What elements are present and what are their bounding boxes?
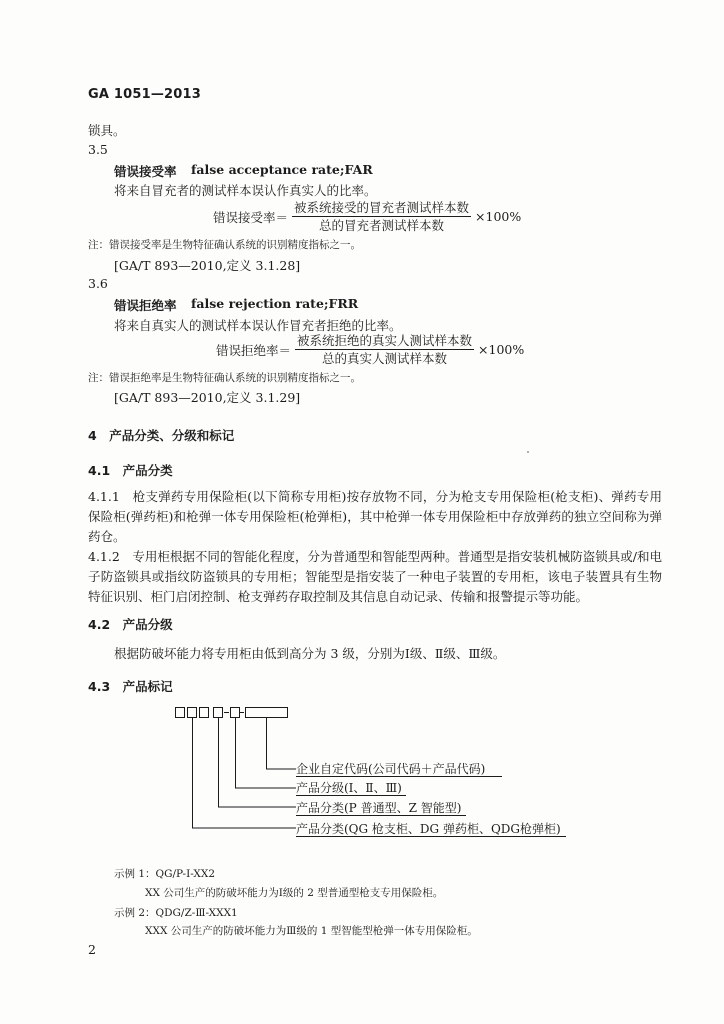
- paragraph-4-1-2: 4.1.2 专用柜根据不同的智能化程度，分为普通型和智能型两种。普通型是指安装机械防盗锁具或/和电子防盗锁具或指纹防盗锁具的专用柜；智能型是指安装了一种电子装置的专用柜，该电子装置具有生物特征识别、柜门启闭控制、枪支弹药存取控制及其信息自动记录、传输和报警提示等功能。: [88, 549, 662, 604]
- section-heading: 4.1 产品分类: [88, 463, 173, 478]
- diagram-label-type: 产品分类(P 普通型、Z 智能型): [296, 801, 462, 815]
- code-box: [188, 708, 197, 718]
- code-box: [214, 708, 223, 718]
- definition: 将来自冒充者的测试样本误认作真实人的比率。: [114, 183, 377, 198]
- standard-code-header: GA 1051—2013: [88, 87, 202, 102]
- note: 注：错误拒绝率是生物特征确认系统的识别精度指标之一。: [88, 372, 361, 384]
- paragraph-4-1-1: 4.1.1 枪支弹药专用保险柜(以下简称专用柜)按存放物不同，分为枪支专用保险柜(枪支柜)、弹药专用保险柜(弹药柜)和枪弹一体专用保险柜(枪弹柜)，其中枪弹一体专用保险柜中存放弹药的独立空间称为弹药仓。: [88, 489, 662, 544]
- example-title: 示例 1：QG/P-Ⅰ-XX2: [114, 868, 216, 880]
- leader-line: [193, 718, 297, 828]
- page-number: 2: [88, 942, 96, 957]
- formula-rhs: ×100%: [475, 209, 522, 224]
- section-number: 3.6: [88, 276, 108, 291]
- formula-lhs: 错误接受率＝: [213, 209, 289, 225]
- chapter-heading: 4 产品分类、分级和标记: [88, 428, 235, 443]
- section-heading: 4.2 产品分级: [88, 617, 173, 632]
- example-title: 示例 2：QDG/Z-Ⅲ-XXX1: [114, 907, 238, 919]
- example-body: XXX 公司生产的防破坏能力为Ⅲ级的 1 型智能型枪弹一体专用保险柜。: [145, 925, 478, 937]
- diagram-label-enterprise-code: 企业自定代码(公司代码＋产品代码): [296, 762, 486, 776]
- term-chinese: 错误拒绝率: [114, 298, 177, 313]
- diagram-label-category: 产品分类(QG 枪支柜、DG 弹药柜、QDG枪弹柜): [296, 822, 561, 836]
- diagram-label-grade: 产品分级(Ⅰ、Ⅱ、Ⅲ): [296, 781, 402, 795]
- formula-numerator: 被系统拒绝的真实人测试样本数: [297, 333, 473, 348]
- reference: [GA/T 893—2010,定义 3.1.28]: [114, 258, 301, 273]
- definition: 将来自真实人的测试样本误认作冒充者拒绝的比率。: [114, 318, 402, 333]
- term-english: false rejection rate;FRR: [191, 296, 359, 311]
- note: 注：错误接受率是生物特征确认系统的识别精度指标之一。: [88, 239, 361, 251]
- paragraph-4-2: 根据防破坏能力将专用柜由低到高分为 3 级，分别为Ⅰ级、Ⅱ级、Ⅲ级。: [114, 646, 506, 661]
- leader-line: [236, 718, 297, 788]
- example-body: XX 公司生产的防破坏能力为Ⅰ级的 2 型普通型枪支专用保险柜。: [145, 887, 444, 899]
- reference: [GA/T 893—2010,定义 3.1.29]: [114, 390, 301, 405]
- formula-denominator: 总的冒充者测试样本数: [319, 218, 445, 233]
- leader-line: [219, 718, 297, 807]
- formula-lhs: 错误拒绝率＝: [216, 342, 292, 358]
- term-chinese: 错误接受率: [114, 164, 177, 179]
- formula-rhs: ×100%: [478, 342, 525, 357]
- section-number: 3.5: [88, 142, 108, 157]
- section-heading: 4.3 产品标记: [88, 679, 173, 694]
- code-box-enterprise: [246, 708, 288, 718]
- formula-denominator: 总的真实人测试样本数: [322, 351, 448, 366]
- code-box: [176, 708, 185, 718]
- code-box: [231, 708, 240, 718]
- term-english: false acceptance rate;FAR: [191, 162, 373, 177]
- text-line: 锁具。: [88, 123, 126, 138]
- leader-line: [267, 718, 297, 769]
- formula-numerator: 被系统接受的冒充者测试样本数: [294, 200, 470, 215]
- code-box: [200, 708, 209, 718]
